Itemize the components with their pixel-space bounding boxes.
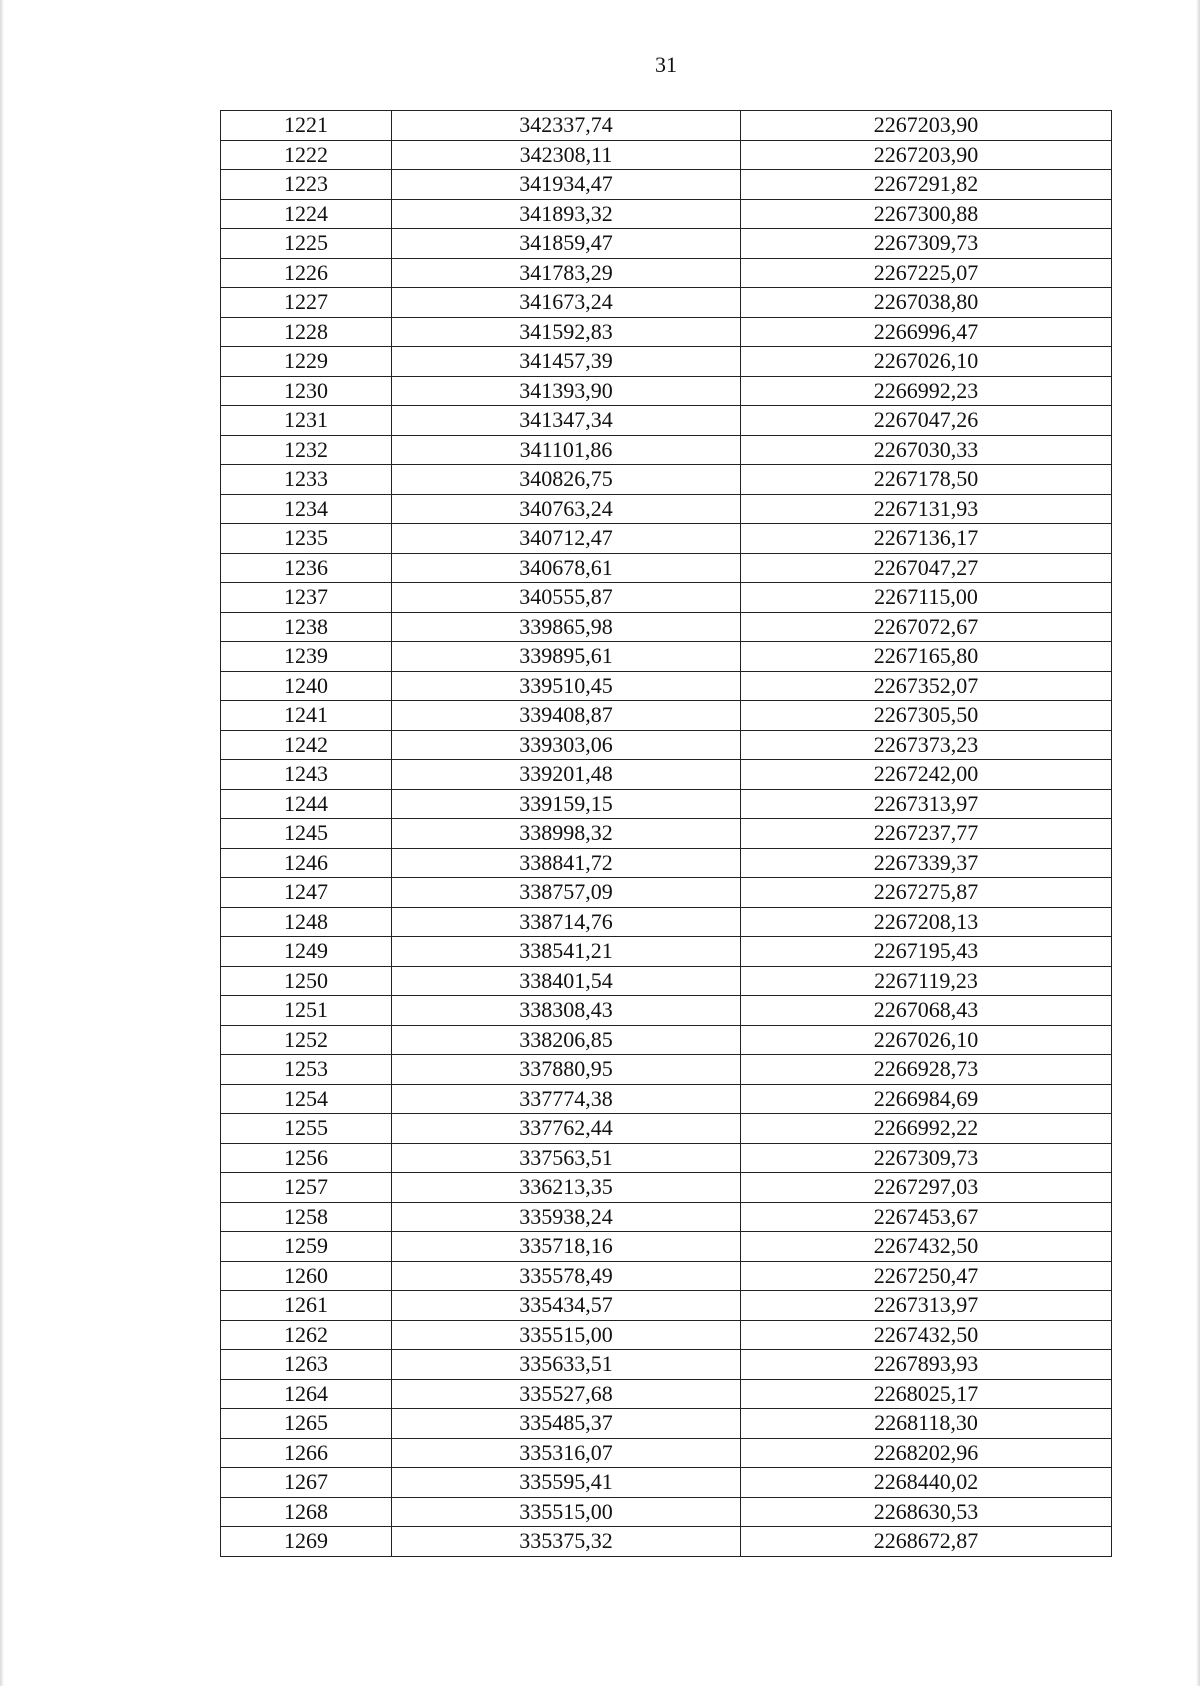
table-row — [221, 907, 1112, 937]
y-coordinate-cell: 2268118,30 — [741, 1409, 1112, 1439]
table-row — [221, 937, 1112, 967]
x-coordinate-cell: 339408,87 — [392, 701, 741, 731]
point-number-cell: 1231 — [221, 406, 392, 436]
x-coordinate-cell: 337563,51 — [392, 1143, 741, 1173]
table-row — [221, 1320, 1112, 1350]
table-row — [221, 1084, 1112, 1114]
x-coordinate-cell: 335718,16 — [392, 1232, 741, 1262]
point-number-cell: 1253 — [221, 1055, 392, 1085]
table-row — [221, 435, 1112, 465]
y-coordinate-cell: 2267208,13 — [741, 907, 1112, 937]
point-number-cell: 1224 — [221, 199, 392, 229]
y-coordinate-cell: 2267203,90 — [741, 140, 1112, 170]
table-row — [221, 347, 1112, 377]
table-row — [221, 465, 1112, 495]
x-coordinate-cell: 341859,47 — [392, 229, 741, 259]
y-coordinate-cell: 2267893,93 — [741, 1350, 1112, 1380]
point-number-cell: 1269 — [221, 1527, 392, 1557]
table-row — [221, 1143, 1112, 1173]
x-coordinate-cell: 339159,15 — [392, 789, 741, 819]
table-row — [221, 1497, 1112, 1527]
x-coordinate-cell: 342337,74 — [392, 111, 741, 141]
point-number-cell: 1264 — [221, 1379, 392, 1409]
point-number-cell: 1223 — [221, 170, 392, 200]
point-number-cell: 1237 — [221, 583, 392, 613]
table-row — [221, 1114, 1112, 1144]
x-coordinate-cell: 337774,38 — [392, 1084, 741, 1114]
x-coordinate-cell: 339865,98 — [392, 612, 741, 642]
x-coordinate-cell: 339303,06 — [392, 730, 741, 760]
y-coordinate-cell: 2267339,37 — [741, 848, 1112, 878]
point-number-cell: 1254 — [221, 1084, 392, 1114]
table-row — [221, 1291, 1112, 1321]
x-coordinate-cell: 341393,90 — [392, 376, 741, 406]
table-row — [221, 642, 1112, 672]
y-coordinate-cell: 2267309,73 — [741, 229, 1112, 259]
table-row — [221, 730, 1112, 760]
y-coordinate-cell: 2267115,00 — [741, 583, 1112, 613]
x-coordinate-cell: 338308,43 — [392, 996, 741, 1026]
point-number-cell: 1242 — [221, 730, 392, 760]
table-row — [221, 1261, 1112, 1291]
table-row — [221, 583, 1112, 613]
x-coordinate-cell: 340555,87 — [392, 583, 741, 613]
y-coordinate-cell: 2267432,50 — [741, 1320, 1112, 1350]
point-number-cell: 1232 — [221, 435, 392, 465]
y-coordinate-cell: 2267136,17 — [741, 524, 1112, 554]
point-number-cell: 1241 — [221, 701, 392, 731]
table-row — [221, 701, 1112, 731]
table-row — [221, 966, 1112, 996]
y-coordinate-cell: 2267352,07 — [741, 671, 1112, 701]
x-coordinate-cell: 335515,00 — [392, 1497, 741, 1527]
x-coordinate-cell: 338714,76 — [392, 907, 741, 937]
point-number-cell: 1265 — [221, 1409, 392, 1439]
y-coordinate-cell: 2267300,88 — [741, 199, 1112, 229]
y-coordinate-cell: 2267178,50 — [741, 465, 1112, 495]
coordinates-table — [220, 110, 1112, 1557]
point-number-cell: 1235 — [221, 524, 392, 554]
y-coordinate-cell: 2267047,26 — [741, 406, 1112, 436]
x-coordinate-cell: 335578,49 — [392, 1261, 741, 1291]
y-coordinate-cell: 2267313,97 — [741, 1291, 1112, 1321]
x-coordinate-cell: 337762,44 — [392, 1114, 741, 1144]
table-row — [221, 1379, 1112, 1409]
y-coordinate-cell: 2267305,50 — [741, 701, 1112, 731]
point-number-cell: 1228 — [221, 317, 392, 347]
table-row — [221, 553, 1112, 583]
table-row — [221, 199, 1112, 229]
y-coordinate-cell: 2267291,82 — [741, 170, 1112, 200]
point-number-cell: 1236 — [221, 553, 392, 583]
point-number-cell: 1244 — [221, 789, 392, 819]
x-coordinate-cell: 338841,72 — [392, 848, 741, 878]
y-coordinate-cell: 2267453,67 — [741, 1202, 1112, 1232]
point-number-cell: 1259 — [221, 1232, 392, 1262]
point-number-cell: 1245 — [221, 819, 392, 849]
x-coordinate-cell: 339895,61 — [392, 642, 741, 672]
point-number-cell: 1234 — [221, 494, 392, 524]
y-coordinate-cell: 2267313,97 — [741, 789, 1112, 819]
table-row — [221, 789, 1112, 819]
y-coordinate-cell: 2267047,27 — [741, 553, 1112, 583]
x-coordinate-cell: 338401,54 — [392, 966, 741, 996]
table-row — [221, 1350, 1112, 1380]
y-coordinate-cell: 2267203,90 — [741, 111, 1112, 141]
y-coordinate-cell: 2266928,73 — [741, 1055, 1112, 1085]
point-number-cell: 1250 — [221, 966, 392, 996]
point-number-cell: 1226 — [221, 258, 392, 288]
y-coordinate-cell: 2267237,77 — [741, 819, 1112, 849]
table-row — [221, 494, 1112, 524]
y-coordinate-cell: 2267373,23 — [741, 730, 1112, 760]
point-number-cell: 1227 — [221, 288, 392, 318]
x-coordinate-cell: 341101,86 — [392, 435, 741, 465]
y-coordinate-cell: 2266992,22 — [741, 1114, 1112, 1144]
table-row — [221, 1527, 1112, 1557]
y-coordinate-cell: 2267195,43 — [741, 937, 1112, 967]
point-number-cell: 1256 — [221, 1143, 392, 1173]
x-coordinate-cell: 335595,41 — [392, 1468, 741, 1498]
y-coordinate-cell: 2267242,00 — [741, 760, 1112, 790]
x-coordinate-cell: 335938,24 — [392, 1202, 741, 1232]
table-row — [221, 1055, 1112, 1085]
x-coordinate-cell: 339201,48 — [392, 760, 741, 790]
table-row — [221, 1202, 1112, 1232]
x-coordinate-cell: 335485,37 — [392, 1409, 741, 1439]
x-coordinate-cell: 341934,47 — [392, 170, 741, 200]
y-coordinate-cell: 2267250,47 — [741, 1261, 1112, 1291]
y-coordinate-cell: 2267030,33 — [741, 435, 1112, 465]
point-number-cell: 1258 — [221, 1202, 392, 1232]
x-coordinate-cell: 340712,47 — [392, 524, 741, 554]
y-coordinate-cell: 2268440,02 — [741, 1468, 1112, 1498]
table-row — [221, 1173, 1112, 1203]
table-row — [221, 848, 1112, 878]
y-coordinate-cell: 2268672,87 — [741, 1527, 1112, 1557]
y-coordinate-cell: 2267068,43 — [741, 996, 1112, 1026]
point-number-cell: 1225 — [221, 229, 392, 259]
table-row — [221, 878, 1112, 908]
y-coordinate-cell: 2267119,23 — [741, 966, 1112, 996]
table-row — [221, 406, 1112, 436]
x-coordinate-cell: 338206,85 — [392, 1025, 741, 1055]
x-coordinate-cell: 341893,32 — [392, 199, 741, 229]
y-coordinate-cell: 2267297,03 — [741, 1173, 1112, 1203]
page-number: 31 — [655, 52, 677, 77]
x-coordinate-cell: 342308,11 — [392, 140, 741, 170]
table-row — [221, 760, 1112, 790]
point-number-cell: 1238 — [221, 612, 392, 642]
point-number-cell: 1268 — [221, 1497, 392, 1527]
x-coordinate-cell: 335375,32 — [392, 1527, 741, 1557]
y-coordinate-cell: 2266984,69 — [741, 1084, 1112, 1114]
table-row — [221, 317, 1112, 347]
y-coordinate-cell: 2267026,10 — [741, 347, 1112, 377]
y-coordinate-cell: 2267432,50 — [741, 1232, 1112, 1262]
table-row — [221, 996, 1112, 1026]
x-coordinate-cell: 340678,61 — [392, 553, 741, 583]
table-row — [221, 819, 1112, 849]
point-number-cell: 1233 — [221, 465, 392, 495]
table-row — [221, 288, 1112, 318]
point-number-cell: 1260 — [221, 1261, 392, 1291]
y-coordinate-cell: 2268630,53 — [741, 1497, 1112, 1527]
point-number-cell: 1221 — [221, 111, 392, 141]
point-number-cell: 1248 — [221, 907, 392, 937]
y-coordinate-cell: 2267131,93 — [741, 494, 1112, 524]
x-coordinate-cell: 340763,24 — [392, 494, 741, 524]
point-number-cell: 1262 — [221, 1320, 392, 1350]
y-coordinate-cell: 2266992,23 — [741, 376, 1112, 406]
x-coordinate-cell: 341457,39 — [392, 347, 741, 377]
y-coordinate-cell: 2268202,96 — [741, 1438, 1112, 1468]
x-coordinate-cell: 337880,95 — [392, 1055, 741, 1085]
point-number-cell: 1246 — [221, 848, 392, 878]
table-row — [221, 258, 1112, 288]
x-coordinate-cell: 335527,68 — [392, 1379, 741, 1409]
y-coordinate-cell: 2267038,80 — [741, 288, 1112, 318]
x-coordinate-cell: 335316,07 — [392, 1438, 741, 1468]
y-coordinate-cell: 2266996,47 — [741, 317, 1112, 347]
x-coordinate-cell: 338541,21 — [392, 937, 741, 967]
point-number-cell: 1247 — [221, 878, 392, 908]
point-number-cell: 1266 — [221, 1438, 392, 1468]
coordinates-table-body — [221, 111, 1112, 1557]
table-row — [221, 376, 1112, 406]
scan-edge-left — [0, 0, 4, 1686]
x-coordinate-cell: 340826,75 — [392, 465, 741, 495]
point-number-cell: 1252 — [221, 1025, 392, 1055]
point-number-cell: 1243 — [221, 760, 392, 790]
point-number-cell: 1229 — [221, 347, 392, 377]
y-coordinate-cell: 2267275,87 — [741, 878, 1112, 908]
table-row — [221, 671, 1112, 701]
x-coordinate-cell: 335434,57 — [392, 1291, 741, 1321]
y-coordinate-cell: 2267165,80 — [741, 642, 1112, 672]
point-number-cell: 1230 — [221, 376, 392, 406]
x-coordinate-cell: 335515,00 — [392, 1320, 741, 1350]
x-coordinate-cell: 339510,45 — [392, 671, 741, 701]
point-number-cell: 1261 — [221, 1291, 392, 1321]
table-row — [221, 1232, 1112, 1262]
y-coordinate-cell: 2267026,10 — [741, 1025, 1112, 1055]
y-coordinate-cell: 2267309,73 — [741, 1143, 1112, 1173]
x-coordinate-cell: 341673,24 — [392, 288, 741, 318]
x-coordinate-cell: 341783,29 — [392, 258, 741, 288]
scan-edge-right — [1196, 0, 1200, 1686]
point-number-cell: 1257 — [221, 1173, 392, 1203]
table-row — [221, 612, 1112, 642]
point-number-cell: 1251 — [221, 996, 392, 1026]
table-row — [221, 229, 1112, 259]
table-row — [221, 140, 1112, 170]
table-row — [221, 1409, 1112, 1439]
table-row — [221, 1025, 1112, 1055]
x-coordinate-cell: 341347,34 — [392, 406, 741, 436]
point-number-cell: 1255 — [221, 1114, 392, 1144]
table-row — [221, 1438, 1112, 1468]
point-number-cell: 1263 — [221, 1350, 392, 1380]
x-coordinate-cell: 336213,35 — [392, 1173, 741, 1203]
point-number-cell: 1240 — [221, 671, 392, 701]
point-number-cell: 1267 — [221, 1468, 392, 1498]
point-number-cell: 1249 — [221, 937, 392, 967]
x-coordinate-cell: 338757,09 — [392, 878, 741, 908]
y-coordinate-cell: 2267225,07 — [741, 258, 1112, 288]
table-row — [221, 111, 1112, 141]
point-number-cell: 1222 — [221, 140, 392, 170]
table-row — [221, 524, 1112, 554]
x-coordinate-cell: 338998,32 — [392, 819, 741, 849]
table-row — [221, 1468, 1112, 1498]
point-number-cell: 1239 — [221, 642, 392, 672]
y-coordinate-cell: 2267072,67 — [741, 612, 1112, 642]
x-coordinate-cell: 341592,83 — [392, 317, 741, 347]
table-row — [221, 170, 1112, 200]
y-coordinate-cell: 2268025,17 — [741, 1379, 1112, 1409]
x-coordinate-cell: 335633,51 — [392, 1350, 741, 1380]
